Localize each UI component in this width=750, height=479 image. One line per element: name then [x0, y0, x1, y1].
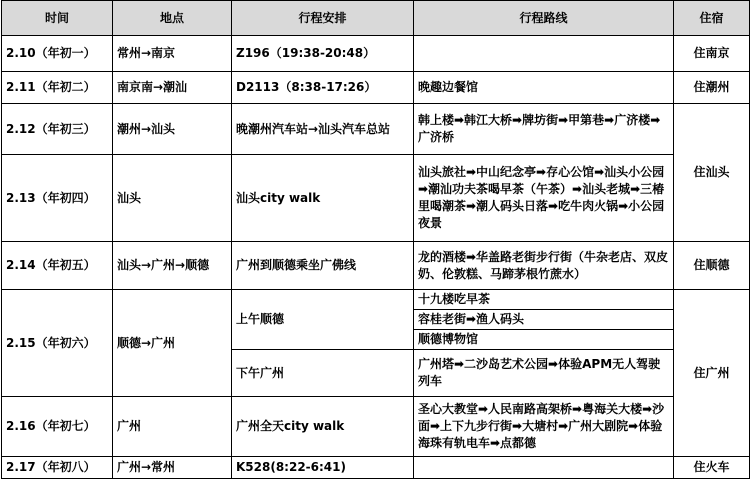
place-cell: 汕头 — [113, 155, 232, 242]
date-cell: 2.14（年初五） — [2, 242, 113, 290]
schedule-cell: 汕头city walk — [232, 155, 414, 242]
date-cell: 2.10（年初一） — [2, 36, 113, 72]
schedule-cell: Z196（19:38-20:48） — [232, 36, 414, 72]
stay-cell: 住火车 — [674, 457, 750, 479]
place-cell: 南京南→潮汕 — [113, 72, 232, 104]
route-cell: 顺德博物馆 — [414, 330, 674, 350]
stay-cell: 住南京 — [674, 36, 750, 72]
date-cell: 2.15（年初六） — [2, 290, 113, 397]
table-row — [2, 242, 750, 290]
route-cell: 广州塔➡二沙岛艺术公园➡体验APM无人驾驶列车 — [414, 350, 674, 397]
place-cell: 汕头→广州→顺德 — [113, 242, 232, 290]
table-row — [2, 104, 750, 155]
place-cell: 潮州→汕头 — [113, 104, 232, 155]
stay-cell: 住广州 — [674, 290, 750, 457]
schedule-cell: 晚潮州汽车站→汕头汽车总站 — [232, 104, 414, 155]
route-cell: 容桂老街➡渔人码头 — [414, 310, 674, 330]
place-cell: 常州→南京 — [113, 36, 232, 72]
header-route: 行程路线 — [414, 1, 674, 36]
table-row — [2, 155, 750, 242]
stay-cell: 住潮州 — [674, 72, 750, 104]
route-cell: 晚趣边餐馆 — [414, 72, 674, 104]
route-cell — [414, 36, 674, 72]
date-cell: 2.11（年初二） — [2, 72, 113, 104]
schedule-cell: K528(8:22-6:41) — [232, 457, 414, 479]
header-row — [2, 1, 750, 36]
route-cell: 十九楼吃早茶 — [414, 290, 674, 310]
place-cell: 广州 — [113, 397, 232, 457]
place-cell: 广州→常州 — [113, 457, 232, 479]
header-schedule: 行程安排 — [232, 1, 414, 36]
date-cell: 2.16（年初七） — [2, 397, 113, 457]
schedule-cell-afternoon: 下午广州 — [232, 350, 414, 397]
header-stay: 住宿 — [674, 1, 750, 36]
schedule-cell-morning: 上午顺德 — [232, 290, 414, 350]
date-cell: 2.17（年初八） — [2, 457, 113, 479]
route-cell — [414, 457, 674, 479]
header-place: 地点 — [113, 1, 232, 36]
table-row — [2, 397, 750, 457]
schedule-cell: D2113（8:38-17:26） — [232, 72, 414, 104]
route-cell: 圣心大教堂➡人民南路高架桥➡粤海关大楼➡沙面➡上下九步行街➡大塘村➡广州大剧院➡体验海珠有轨电车➡点都德 — [414, 397, 674, 457]
table-row — [2, 290, 750, 310]
schedule-cell: 广州全天city walk — [232, 397, 414, 457]
schedule-cell: 广州到顺德乘坐广佛线 — [232, 242, 414, 290]
route-cell: 韩上楼➡韩江大桥➡牌坊街➡甲第巷➡广济楼➡广济桥 — [414, 104, 674, 155]
table-row — [2, 457, 750, 479]
table-row — [2, 36, 750, 72]
date-cell: 2.13（年初四） — [2, 155, 113, 242]
route-cell: 汕头旅社➡中山纪念亭➡存心公馆➡汕头小公园➡潮汕功夫茶喝早茶（午茶）➡汕头老城➡三椿里喝潮茶➡潮人码头日落➡吃牛肉火锅➡小公园夜景 — [414, 155, 674, 242]
header-date: 时间 — [2, 1, 113, 36]
route-cell: 龙的酒楼➡华盖路老街步行街（牛杂老店、双皮奶、伦敦糕、马蹄茅根竹蔗水） — [414, 242, 674, 290]
stay-cell: 住顺德 — [674, 242, 750, 290]
date-cell: 2.12（年初三） — [2, 104, 113, 155]
itinerary-table — [1, 0, 750, 479]
place-cell: 顺德→广州 — [113, 290, 232, 397]
table-row — [2, 72, 750, 104]
stay-cell: 住汕头 — [674, 104, 750, 242]
